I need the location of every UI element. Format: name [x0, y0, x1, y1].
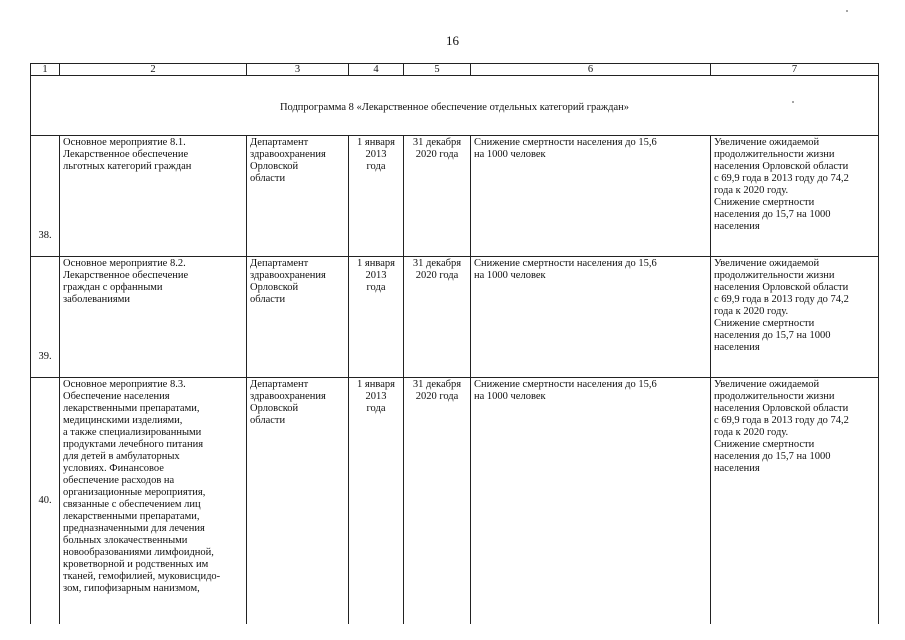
table-row	[31, 378, 879, 625]
row-number: 38.	[31, 136, 60, 257]
column-number: 2	[60, 64, 247, 76]
scan-speck	[792, 101, 794, 103]
column-number: 6	[471, 64, 711, 76]
executor-cell: Департамент здравоохранения Орловской области	[247, 136, 349, 257]
column-number: 5	[404, 64, 471, 76]
column-number-row	[31, 64, 879, 76]
table-row	[31, 257, 879, 378]
row-number: 39.	[31, 257, 60, 378]
executor-cell: Департамент здравоохранения Орловской области	[247, 257, 349, 378]
measure-cell: Основное мероприятие 8.1. Лекарственное обеспечение льготных категорий граждан	[60, 136, 247, 257]
start-date-cell: 1 января 2013 года	[349, 378, 404, 625]
end-date-cell: 31 декабря 2020 года	[404, 257, 471, 378]
indicator-cell: Снижение смертности населения до 15,6 на 1000 человек	[471, 136, 711, 257]
result-cell: Увеличение ожидаемой продолжительности жизни населения Орловской области с 69,9 года в 2013 году до 74,2 года к 2020 году. Снижение смертности населения до 15,7 на 1000 населения	[711, 257, 879, 378]
result-cell: Увеличение ожидаемой продолжительности жизни населения Орловской области с 69,9 года в 2013 году до 74,2 года к 2020 году. Снижение смертности населения до 15,7 на 1000 населения	[711, 136, 879, 257]
measure-cell: Основное мероприятие 8.2. Лекарственное обеспечение граждан с орфанными заболеваниями	[60, 257, 247, 378]
column-number: 1	[31, 64, 60, 76]
table-row	[31, 136, 879, 257]
subprogram-title: Подпрограмма 8 «Лекарственное обеспечение отдельных категорий граждан»	[31, 76, 879, 136]
measure-cell: Основное мероприятие 8.3. Обеспечение населения лекарственными препаратами, медицинскими изделиями, а также специализированными продуктами лечебного питания для детей в амбулаторных условиях. Финансовое обеспечение расходов на организационные мероприятия, связанные с обеспечением лиц лекарственными препаратами, предназначенными для лечения больных злокачественными новообразованиями лимфоидной, кроветворной и родственных им тканей, гемофилией, муковисцидо- зом, гипофизарным нанизмом,	[60, 378, 247, 625]
start-date-cell: 1 января 2013 года	[349, 136, 404, 257]
column-number: 7	[711, 64, 879, 76]
start-date-cell: 1 января 2013 года	[349, 257, 404, 378]
measures-table	[30, 63, 879, 624]
indicator-cell: Снижение смертности населения до 15,6 на 1000 человек	[471, 378, 711, 625]
subprogram-row	[31, 76, 879, 136]
result-cell: Увеличение ожидаемой продолжительности жизни населения Орловской области с 69,9 года в 2013 году до 74,2 года к 2020 году. Снижение смертности населения до 15,7 на 1000 населения	[711, 378, 879, 625]
executor-cell: Департамент здравоохранения Орловской области	[247, 378, 349, 625]
end-date-cell: 31 декабря 2020 года	[404, 136, 471, 257]
column-number: 3	[247, 64, 349, 76]
scan-speck	[846, 10, 848, 12]
column-number: 4	[349, 64, 404, 76]
end-date-cell: 31 декабря 2020 года	[404, 378, 471, 625]
row-number: 40.	[31, 378, 60, 625]
page-number: 16	[446, 33, 459, 48]
indicator-cell: Снижение смертности населения до 15,6 на 1000 человек	[471, 257, 711, 378]
